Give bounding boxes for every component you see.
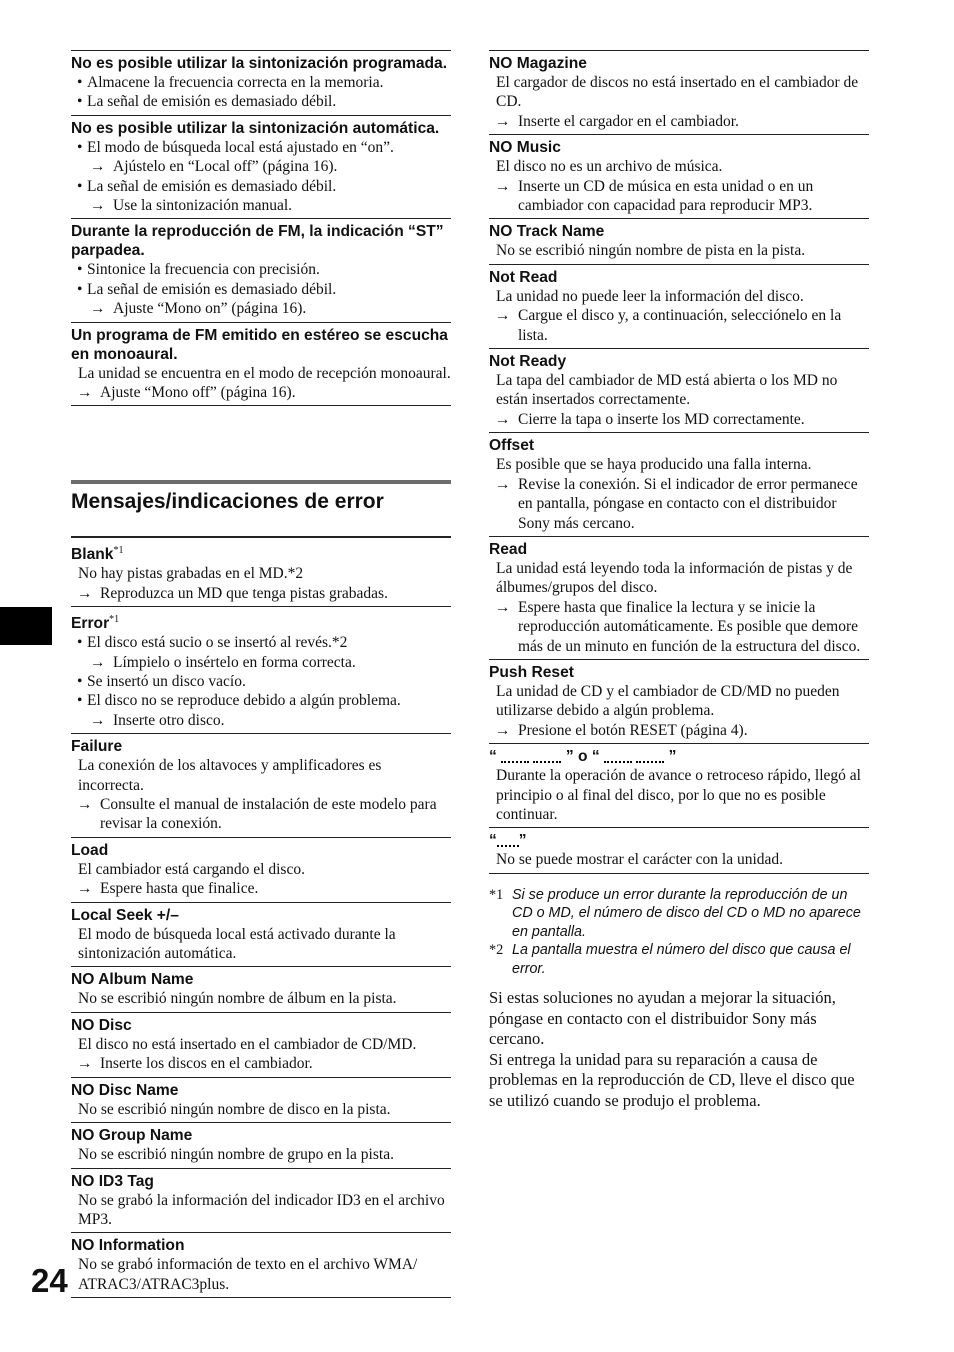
quote-close: ” [565, 748, 574, 766]
entry-heading [489, 349, 869, 371]
entry-title: NO Information [71, 1237, 185, 1255]
closing-paragraphs [489, 988, 869, 1111]
entry-title: NO Magazine [489, 55, 587, 72]
remedy-item: → Consulte el manual de instalación de este modelo para revisar la conexión. [71, 795, 451, 834]
description-text: No se escribió ningún nombre de disco en la pista. [78, 1100, 391, 1118]
bullet-item: • Almacene la frecuencia correcta en la memoria. [71, 73, 451, 92]
page-number: 24 [31, 1262, 68, 1299]
thumb-tab [0, 607, 52, 645]
quote-open: “ [489, 832, 497, 850]
message-entry [71, 837, 451, 902]
message-entry [489, 432, 869, 536]
entry-title: Blank [71, 546, 114, 564]
entry-title: Load [71, 841, 109, 859]
right-errors [489, 50, 869, 743]
entry-heading [71, 734, 451, 756]
bullet-item: • La señal de emisión es demasiado débil. [71, 280, 451, 299]
remedy-item: → Ajuste “Mono off” (página 16). [71, 383, 451, 402]
entry-title: Error [71, 615, 110, 633]
entry-heading [71, 1169, 451, 1191]
entry-title: Durante la reproducción de FM, la indicación “ST” parpadea. [71, 223, 444, 260]
message-entry [71, 1232, 451, 1297]
remedy-item: → Inserte los discos en el cambiador. [71, 1054, 451, 1073]
message-entry [71, 537, 451, 606]
entry-title: Read [489, 540, 528, 558]
section-title: Mensajes/indicaciones de error [71, 480, 451, 514]
entry-title: NO ID3 Tag [71, 1172, 154, 1190]
message-entry [71, 218, 451, 321]
paragraph: Si estas soluciones no ayudan a mejorar la situación, póngase en contacto con el distribuidor Sony más cercano. [489, 988, 836, 1049]
remedy-item: → Cargue el disco y, a continuación, selecciónelo en la lista. [489, 306, 869, 345]
footnote-mark: *2 [489, 942, 504, 959]
entry-title: Not Ready [489, 353, 567, 371]
entry-heading [71, 607, 451, 633]
entry-heading [489, 219, 869, 241]
description-text: No se grabó información de texto en el archivo WMA/ ATRAC3/ATRAC3plus. [78, 1256, 418, 1293]
entry-heading [71, 323, 451, 364]
message-entry [71, 1077, 451, 1122]
message-entry [489, 348, 869, 432]
remedy-item: → Ajuste “Mono on” (página 16). [71, 299, 451, 318]
remedy-item: → Ajústelo en “Local off” (página 16). [71, 157, 451, 176]
description-text: El disco no es un archivo de música. [496, 158, 723, 176]
description-text: El cambiador está cargando el disco. [78, 860, 305, 878]
remedy-item: → Cierre la tapa o inserte los MD correctamente. [489, 410, 869, 429]
segment-display-icon [636, 751, 664, 763]
or-word: o [577, 748, 588, 766]
footnote-text: Si se produce un error durante la reproducción de un CD o MD, el número de disco del CD o MD no aparece en pantalla. [512, 886, 861, 940]
message-entry [71, 50, 451, 115]
description-text: No se escribió ningún nombre de pista en la pista. [496, 242, 806, 260]
remedy-item: → Límpielo o insértelo en forma correcta. [71, 653, 451, 672]
message-entry [71, 1012, 451, 1077]
bullet-item: • El disco no se reproduce debido a algún problema. [71, 691, 451, 710]
left-top-column [71, 50, 451, 406]
footnote-mark: *1 [113, 545, 124, 556]
message-entry [489, 264, 869, 348]
description-text: Durante la operación de avance o retroceso rápido, llegó al principio o al final del disco, por lo que no es posible continuar. [496, 767, 861, 823]
segment-display-icon [501, 751, 529, 763]
description-text: El disco no está insertado en el cambiador de CD/MD. [78, 1035, 417, 1053]
entry-heading [489, 135, 869, 157]
entry-heading [489, 744, 869, 766]
bullet-item: • Se insertó un disco vacío. [71, 672, 451, 691]
entry-title: Failure [71, 738, 123, 756]
description-text: No se escribió ningún nombre de álbum en la pista. [78, 990, 397, 1008]
entry-title: Not Read [489, 268, 558, 286]
left-errors-column [71, 537, 451, 1298]
entry-title: Un programa de FM emitido en estéreo se escucha en monoaural. [71, 326, 448, 363]
description-text: Es posible que se haya producido una falla interna. [496, 456, 812, 474]
quote-open: “ [591, 748, 600, 766]
description-text: No se escribió ningún nombre de grupo en la pista. [78, 1146, 394, 1164]
rule [71, 1297, 451, 1298]
entry-heading [71, 538, 451, 564]
footnote [489, 941, 869, 978]
entry-title: NO Music [489, 139, 561, 157]
entry-title: NO Group Name [71, 1127, 193, 1145]
entry-title: NO Disc [71, 1016, 132, 1034]
description-text: La unidad no puede leer la información del disco. [496, 287, 804, 305]
entry-heading [489, 828, 869, 850]
entry-title: Push Reset [489, 663, 574, 681]
entry-title: Offset [489, 437, 535, 455]
bullet-item: • El modo de búsqueda local está ajustado en “on”. [71, 138, 451, 157]
right-column [489, 50, 869, 1111]
remedy-item: → Inserte otro disco. [71, 711, 451, 730]
quote-close: ” [668, 748, 677, 766]
message-entry [71, 1168, 451, 1233]
remedy-item: → Reproduzca un MD que tenga pistas grabadas. [71, 584, 451, 603]
entry-heading [71, 967, 451, 989]
footnote-mark: *1 [109, 614, 120, 625]
description-text: La unidad se encuentra en el modo de recepción monoaural. [78, 364, 451, 382]
footnote-text: La pantalla muestra el número del disco que causa el error. [512, 942, 851, 977]
entry-heading [71, 1123, 451, 1145]
quote-close: ” [518, 832, 527, 850]
entry-heading [71, 51, 451, 73]
bullet-item: • El disco está sucio o se insertó al revés.*2 [71, 633, 451, 652]
segment-display-entry [489, 743, 869, 827]
entry-title: NO Track Name [489, 223, 605, 241]
description-text: No se puede mostrar el carácter con la unidad. [496, 851, 784, 869]
remedy-item: → Inserte un CD de música en esta unidad o en un cambiador con capacidad para reproducir MP3. [489, 177, 869, 216]
entry-heading [489, 265, 869, 287]
description-text: La tapa del cambiador de MD está abierta o los MD no están insertados correctamente. [496, 372, 838, 409]
segment-display-icon [604, 751, 632, 763]
rule [489, 873, 869, 874]
description-text: No hay pistas grabadas en el MD.*2 [78, 565, 304, 583]
remedy-item: → Presione el botón RESET (página 4). [489, 721, 869, 740]
description-text: No se grabó la información del indicador ID3 en el archivo MP3. [78, 1191, 445, 1228]
segment-display-icon [533, 751, 561, 763]
bullet-item: • Sintonice la frecuencia con precisión. [71, 260, 451, 279]
message-entry [489, 659, 869, 743]
remedy-item: → Revise la conexión. Si el indicador de error permanece en pantalla, póngase en contacto con el distribuidor Sony más cercano. [489, 475, 869, 533]
description-text: El cargador de discos no está insertado en el cambiador de CD. [496, 74, 859, 111]
message-entry [71, 1122, 451, 1167]
footnotes [489, 886, 869, 979]
message-entry [71, 115, 451, 219]
message-entry [71, 606, 451, 733]
paragraph: Si entrega la unidad para su reparación a causa de problemas en la reproducción de CD, lleve el disco que se utilizó cuando se produjo el problema. [489, 1049, 855, 1110]
entry-heading [489, 433, 869, 455]
entry-title: No es posible utilizar la sintonización programada. [71, 55, 448, 72]
description-text: La conexión de los altavoces y amplificadores es incorrecta. [78, 757, 382, 794]
footnote [489, 886, 869, 942]
bullet-item: • La señal de emisión es demasiado débil. [71, 177, 451, 196]
entry-heading [489, 537, 869, 559]
remedy-item: → Inserte el cargador en el cambiador. [489, 112, 869, 131]
entry-heading [71, 1233, 451, 1255]
entry-heading [71, 116, 451, 138]
entry-heading [71, 219, 451, 260]
remedy-item: → Use la sintonización manual. [71, 196, 451, 215]
bullet-item: • La señal de emisión es demasiado débil. [71, 92, 451, 111]
message-entry [71, 322, 451, 406]
entry-heading [71, 903, 451, 925]
entry-heading [71, 838, 451, 860]
entry-heading [489, 51, 869, 73]
entry-title: Local Seek +/– [71, 906, 179, 924]
entry-heading [71, 1013, 451, 1035]
remedy-item: → Espere hasta que finalice. [71, 879, 451, 898]
entry-heading [71, 1078, 451, 1100]
message-entry [489, 218, 869, 263]
description-text: La unidad de CD y el cambiador de CD/MD no pueden utilizarse debido a algún problema. [496, 682, 840, 720]
message-entry [489, 134, 869, 218]
footnote-mark: *1 [489, 886, 504, 903]
message-entry [71, 966, 451, 1011]
remedy-item: → Espere hasta que finalice la lectura y se inicie la reproducción automáticamente. Es posible que demore más de un minuto en función de la estructura del disco. [489, 598, 869, 656]
entry-title: No es posible utilizar la sintonización automática. [71, 119, 440, 137]
entry-title: NO Album Name [71, 971, 194, 989]
message-entry [489, 536, 869, 659]
quote-open: “ [489, 748, 497, 766]
description-text: La unidad está leyendo toda la información de pistas y de álbumes/grupos del disco. [496, 559, 853, 597]
description-text: El modo de búsqueda local está activado durante la sintonización automática. [78, 925, 396, 963]
blank-char-icon [497, 835, 519, 847]
entry-title: NO Disc Name [71, 1081, 179, 1099]
message-entry [71, 902, 451, 967]
message-entry [489, 50, 869, 134]
message-entry [71, 733, 451, 837]
char-display-entry [489, 827, 869, 872]
rule [71, 405, 451, 406]
entry-heading [489, 660, 869, 682]
